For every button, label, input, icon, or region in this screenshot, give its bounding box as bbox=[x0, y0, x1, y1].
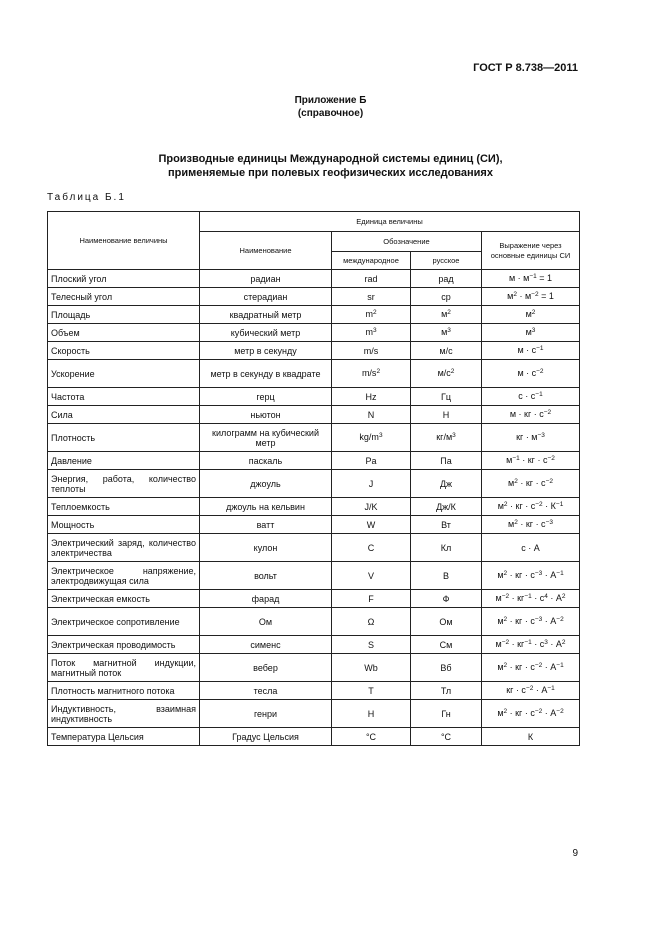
table-row bbox=[48, 654, 580, 682]
cell-international: S bbox=[332, 636, 411, 654]
appendix-title bbox=[0, 94, 661, 120]
table-row bbox=[48, 424, 580, 452]
cell-expression: К bbox=[482, 728, 580, 746]
cell-international: T bbox=[332, 682, 411, 700]
cell-international: N bbox=[332, 406, 411, 424]
cell-quantity: Площадь bbox=[48, 306, 200, 324]
header-russian: русское bbox=[411, 252, 482, 270]
cell-quantity: Электрический заряд, количество электричества bbox=[48, 534, 200, 562]
cell-quantity: Ускорение bbox=[48, 360, 200, 388]
cell-russian: Вб bbox=[411, 654, 482, 682]
cell-expression: $м^{-2} \cdot кг^{-1} \cdot с^3 \cdot А^2$ bbox=[482, 636, 580, 654]
cell-unit-name: вебер bbox=[200, 654, 332, 682]
table-caption: Таблица Б.1 bbox=[47, 192, 126, 203]
cell-expression: $м \cdot с^{-2}$ bbox=[482, 360, 580, 388]
table-body bbox=[48, 270, 580, 746]
document-code: ГОСТ Р 8.738—2011 bbox=[473, 62, 578, 74]
cell-russian: ср bbox=[411, 288, 482, 306]
cell-unit-name: килограмм на кубический метр bbox=[200, 424, 332, 452]
table-row bbox=[48, 590, 580, 608]
table-row bbox=[48, 470, 580, 498]
cell-unit-name: Ом bbox=[200, 608, 332, 636]
header-international: международное bbox=[332, 252, 411, 270]
cell-expression: $м \cdot с^{-1}$ bbox=[482, 342, 580, 360]
cell-russian: $м/с^2$ bbox=[411, 360, 482, 388]
cell-international: $m^2$ bbox=[332, 306, 411, 324]
cell-russian: См bbox=[411, 636, 482, 654]
table-row bbox=[48, 682, 580, 700]
cell-russian: Н bbox=[411, 406, 482, 424]
cell-russian: рад bbox=[411, 270, 482, 288]
cell-quantity: Теплоемкость bbox=[48, 498, 200, 516]
cell-expression: м · кг · $с^{-2}$ bbox=[482, 406, 580, 424]
cell-unit-name: стерадиан bbox=[200, 288, 332, 306]
cell-unit-name: ватт bbox=[200, 516, 332, 534]
cell-quantity: Плотность bbox=[48, 424, 200, 452]
cell-expression: $м^{-1}$ · кг · $с^{-2}$ bbox=[482, 452, 580, 470]
cell-expression: $м \cdot м^{-1} = 1$ bbox=[482, 270, 580, 288]
cell-international: Ω bbox=[332, 608, 411, 636]
page-number: 9 bbox=[572, 848, 578, 859]
cell-quantity: Частота bbox=[48, 388, 200, 406]
cell-unit-name: метр в секунду в квадрате bbox=[200, 360, 332, 388]
cell-russian: м/с bbox=[411, 342, 482, 360]
cell-international: $m/s^2$ bbox=[332, 360, 411, 388]
table-row bbox=[48, 306, 580, 324]
cell-russian: Гн bbox=[411, 700, 482, 728]
cell-expression: $м^2$ bbox=[482, 306, 580, 324]
table-row bbox=[48, 342, 580, 360]
cell-russian: Ом bbox=[411, 608, 482, 636]
cell-russian: $м^3$ bbox=[411, 324, 482, 342]
cell-expression: $м^2$ · кг · $с^{-2} \cdot К^{-1}$ bbox=[482, 498, 580, 516]
cell-international: J/K bbox=[332, 498, 411, 516]
cell-international: H bbox=[332, 700, 411, 728]
header-unit-group: Единица величины bbox=[200, 212, 580, 232]
appendix-label: Приложение Б bbox=[294, 95, 367, 106]
cell-international: V bbox=[332, 562, 411, 590]
cell-international: m/s bbox=[332, 342, 411, 360]
table-row bbox=[48, 452, 580, 470]
cell-unit-name: фарад bbox=[200, 590, 332, 608]
cell-russian: Па bbox=[411, 452, 482, 470]
cell-expression: $с \cdot с^{-1}$ bbox=[482, 388, 580, 406]
cell-expression: $м^2$ · кг · $с^{-3}$ bbox=[482, 516, 580, 534]
table-row bbox=[48, 270, 580, 288]
table-row bbox=[48, 498, 580, 516]
table-row bbox=[48, 388, 580, 406]
cell-quantity: Электрическая проводимость bbox=[48, 636, 200, 654]
cell-expression: кг · $м^{-3}$ bbox=[482, 424, 580, 452]
cell-unit-name: квадратный метр bbox=[200, 306, 332, 324]
cell-unit-name: джоуль на кельвин bbox=[200, 498, 332, 516]
table-row bbox=[48, 534, 580, 562]
cell-quantity: Электрическая емкость bbox=[48, 590, 200, 608]
header-designation: Обозначение bbox=[332, 232, 482, 252]
cell-international: C bbox=[332, 534, 411, 562]
cell-quantity: Скорость bbox=[48, 342, 200, 360]
appendix-type: (справочное) bbox=[297, 108, 364, 119]
cell-russian: °C bbox=[411, 728, 482, 746]
cell-international: W bbox=[332, 516, 411, 534]
cell-quantity: Давление bbox=[48, 452, 200, 470]
cell-unit-name: тесла bbox=[200, 682, 332, 700]
cell-international: °C bbox=[332, 728, 411, 746]
cell-unit-name: джоуль bbox=[200, 470, 332, 498]
header-expression: Выражение через основные единицы СИ bbox=[482, 232, 580, 270]
cell-quantity: Сила bbox=[48, 406, 200, 424]
cell-expression: $м^2$ · кг · $с^{-2} \cdot А^{-2}$ bbox=[482, 700, 580, 728]
cell-unit-name: паскаль bbox=[200, 452, 332, 470]
cell-expression: кг · $с^{-2} \cdot А^{-1}$ bbox=[482, 682, 580, 700]
cell-unit-name: кубический метр bbox=[200, 324, 332, 342]
cell-unit-name: вольт bbox=[200, 562, 332, 590]
cell-international: Wb bbox=[332, 654, 411, 682]
cell-international: F bbox=[332, 590, 411, 608]
cell-russian: Вт bbox=[411, 516, 482, 534]
cell-unit-name: генри bbox=[200, 700, 332, 728]
cell-unit-name: кулон bbox=[200, 534, 332, 562]
cell-international: $m^3$ bbox=[332, 324, 411, 342]
cell-unit-name: метр в секунду bbox=[200, 342, 332, 360]
cell-russian: $м^2$ bbox=[411, 306, 482, 324]
cell-unit-name: герц bbox=[200, 388, 332, 406]
cell-russian: Ф bbox=[411, 590, 482, 608]
table-row bbox=[48, 608, 580, 636]
cell-expression: $м^2$ · кг · $с^{-3} \cdot А^{-1}$ bbox=[482, 562, 580, 590]
cell-russian: Тл bbox=[411, 682, 482, 700]
cell-unit-name: радиан bbox=[200, 270, 332, 288]
cell-quantity: Плоский угол bbox=[48, 270, 200, 288]
cell-unit-name: ньютон bbox=[200, 406, 332, 424]
heading-line-2: применяемые при полевых геофизических исследованиях bbox=[168, 167, 493, 179]
cell-international: sr bbox=[332, 288, 411, 306]
cell-quantity: Электрическое сопротивление bbox=[48, 608, 200, 636]
cell-unit-name: сименс bbox=[200, 636, 332, 654]
cell-quantity: Температура Цельсия bbox=[48, 728, 200, 746]
cell-quantity: Плотность магнитного потока bbox=[48, 682, 200, 700]
cell-international: Pa bbox=[332, 452, 411, 470]
cell-quantity: Энергия, работа, количество теплоты bbox=[48, 470, 200, 498]
table-row bbox=[48, 636, 580, 654]
cell-expression: $м^{-2} \cdot кг^{-1} \cdot с^4 \cdot А^2$ bbox=[482, 590, 580, 608]
cell-quantity: Электрическое напряжение, электродвижущая сила bbox=[48, 562, 200, 590]
heading-line-1: Производные единицы Международной системы единиц (СИ), bbox=[158, 153, 503, 165]
cell-quantity: Индуктивность, взаимная индуктивность bbox=[48, 700, 200, 728]
cell-russian: Гц bbox=[411, 388, 482, 406]
cell-quantity: Мощность bbox=[48, 516, 200, 534]
table-row bbox=[48, 728, 580, 746]
table-row bbox=[48, 406, 580, 424]
cell-expression: с · А bbox=[482, 534, 580, 562]
cell-expression: $м^3$ bbox=[482, 324, 580, 342]
cell-expression: $м^2 \cdot м^{-2} = 1$ bbox=[482, 288, 580, 306]
cell-quantity: Телесный угол bbox=[48, 288, 200, 306]
cell-expression: $м^2$ · кг · $с^{-3} \cdot А^{-2}$ bbox=[482, 608, 580, 636]
cell-russian: Дж bbox=[411, 470, 482, 498]
cell-russian: В bbox=[411, 562, 482, 590]
units-table bbox=[47, 211, 580, 746]
cell-international: rad bbox=[332, 270, 411, 288]
cell-quantity: Объем bbox=[48, 324, 200, 342]
cell-russian: Кл bbox=[411, 534, 482, 562]
cell-international: J bbox=[332, 470, 411, 498]
section-heading bbox=[0, 152, 661, 180]
table-row bbox=[48, 700, 580, 728]
cell-russian: $кг/м^3$ bbox=[411, 424, 482, 452]
table-row bbox=[48, 516, 580, 534]
cell-russian: Дж/К bbox=[411, 498, 482, 516]
header-unit-name: Наименование bbox=[200, 232, 332, 270]
cell-international: $kg/m^3$ bbox=[332, 424, 411, 452]
table-row bbox=[48, 288, 580, 306]
cell-expression: $м^2$ · кг · $с^{-2} \cdot А^{-1}$ bbox=[482, 654, 580, 682]
header-quantity-name: Наименование величины bbox=[48, 212, 200, 270]
cell-unit-name: Градус Цельсия bbox=[200, 728, 332, 746]
cell-quantity: Поток магнитной индукции, магнитный поток bbox=[48, 654, 200, 682]
cell-international: Hz bbox=[332, 388, 411, 406]
table-row bbox=[48, 562, 580, 590]
table-row bbox=[48, 324, 580, 342]
cell-expression: $м^2$ · кг · $с^{-2}$ bbox=[482, 470, 580, 498]
table-row bbox=[48, 360, 580, 388]
